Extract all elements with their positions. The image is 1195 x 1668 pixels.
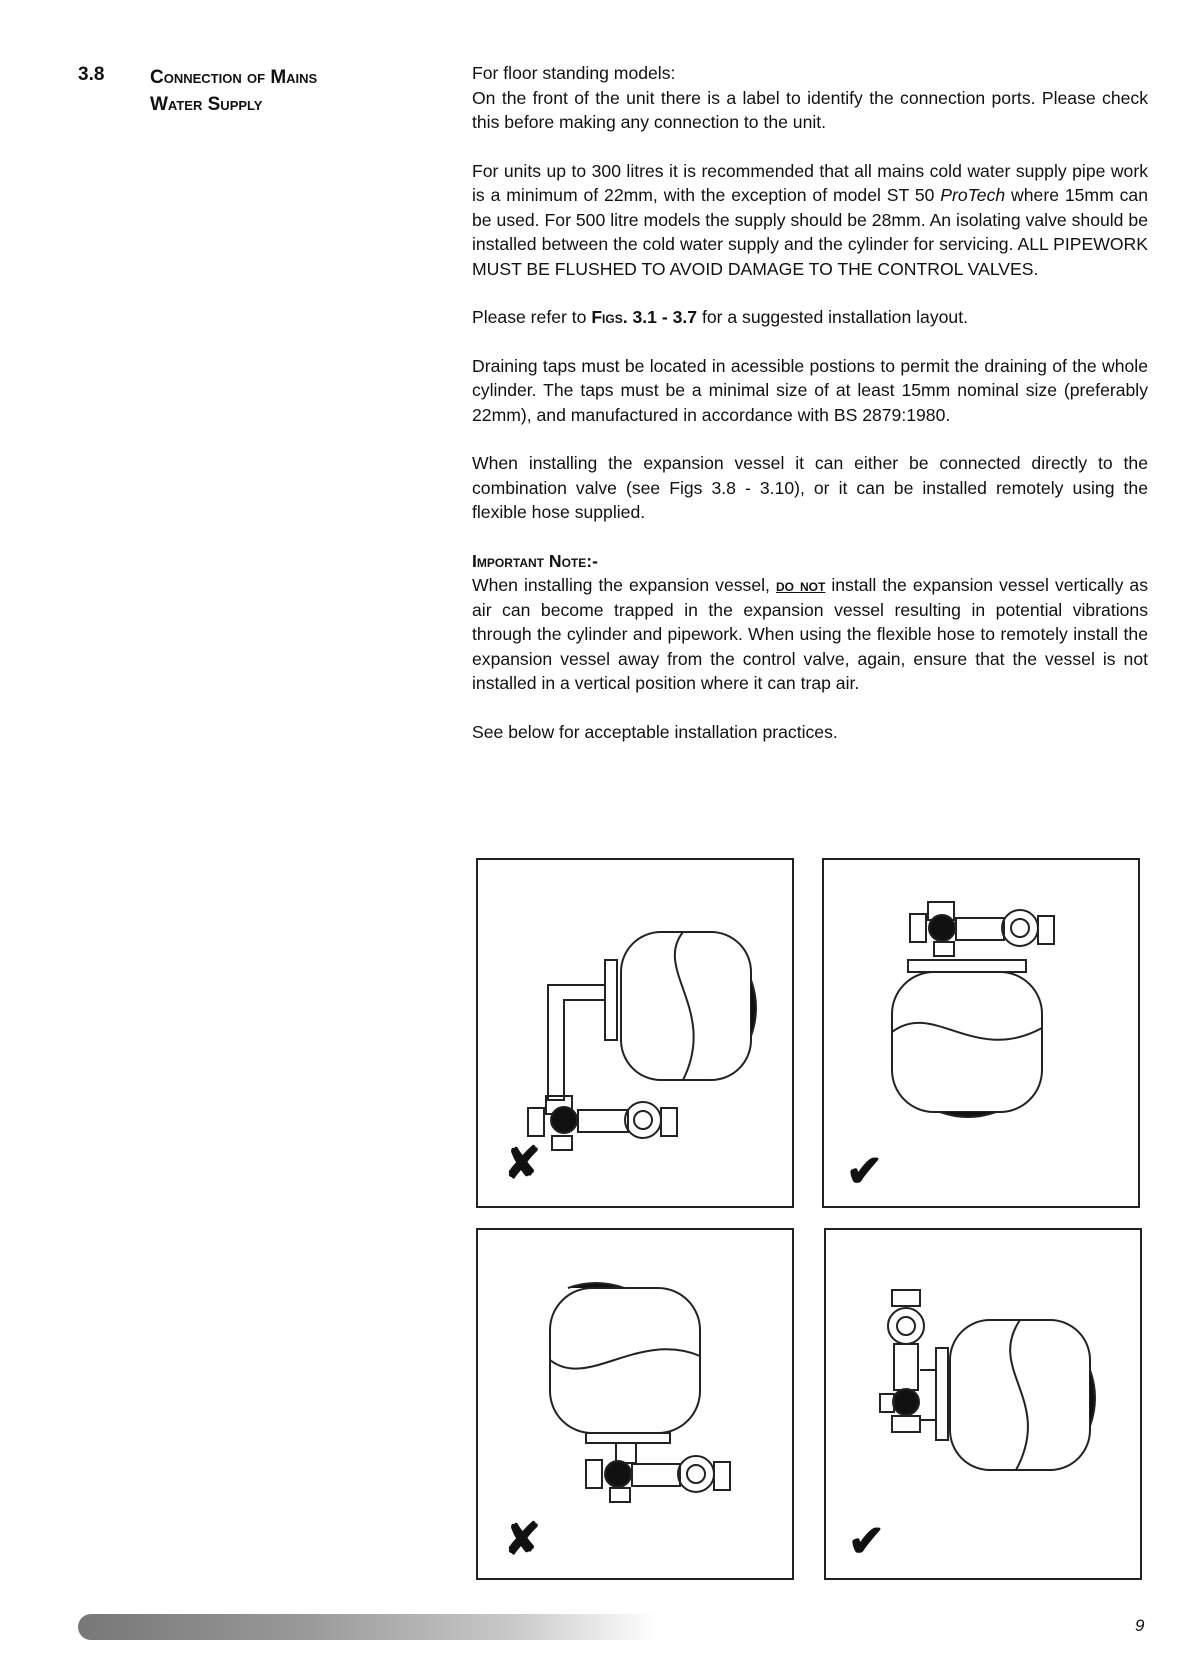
valve-port-right <box>714 1462 730 1490</box>
valve-housing <box>678 1456 714 1492</box>
valve-body <box>578 1110 628 1132</box>
correct-mark-icon: ✔ <box>848 1517 885 1566</box>
paragraph-see-below: See below for acceptable installation practices. <box>472 721 838 742</box>
p6-text-a: When installing the expansion vessel, <box>472 575 776 595</box>
vessel-flange <box>605 960 617 1040</box>
paragraph-draining-taps: Draining taps must be located in acessible postions to permit the draining of the whole cylinder. The taps must be a minimal size of at least 15mm nominal size (preferably 22mm), and manufactured in accordance with BS 2879:1980. <box>472 355 1148 425</box>
connector-pipe <box>920 1370 936 1420</box>
valve-port-right <box>661 1108 677 1136</box>
p3-text-b: for a suggested installation layout. <box>697 307 968 327</box>
valve-port-top <box>892 1290 920 1306</box>
valve-knob <box>605 1461 631 1487</box>
valve-inner <box>1011 919 1029 937</box>
paragraph-figs-reference <box>472 305 1148 330</box>
wrong-mark-icon: ✘ <box>504 1139 541 1188</box>
vessel-body <box>550 1288 700 1433</box>
footer-bar <box>78 1614 658 1640</box>
page-number: 9 <box>1135 1616 1145 1635</box>
important-heading: Important Note:- <box>472 550 598 571</box>
valve-housing <box>1002 910 1038 946</box>
valve-port-left <box>528 1108 544 1136</box>
valve-inner <box>634 1111 652 1129</box>
valve-nut-left <box>880 1394 894 1412</box>
valve-nut-bottom <box>934 942 954 956</box>
vessel-flange <box>586 1433 670 1443</box>
valve-inner <box>897 1317 915 1335</box>
vessel-flange <box>936 1348 948 1440</box>
paragraph-important-note <box>472 549 1148 696</box>
p6-text-b: install the expansion vessel vertically as air can become trapped in the expansion vessel resulting in potential vibrations through the cylinder and pipework. When using the flexible hose to remotely install the expansion vessel away from the control valve, again, ensure that the vessel is not installed in a vertical position where it can trap air. <box>472 575 1148 693</box>
elbow-pipe <box>548 985 605 1100</box>
p6-do-not: do not <box>775 575 826 595</box>
section-number: 3.8 <box>78 64 105 85</box>
p3-figs: Figs. 3.1 - 3.7 <box>591 307 698 327</box>
valve-knob <box>551 1107 577 1133</box>
wrong-mark-icon: ✘ <box>504 1515 541 1564</box>
p2-text-a: For units up to 300 litres it is recommended that all mains cold water supply pipe work is a minimum of 22mm, with the exception of model ST 50 <box>472 160 1148 205</box>
vessel-body <box>950 1320 1090 1470</box>
vessel-membrane <box>1010 1320 1028 1470</box>
valve-knob <box>893 1389 919 1415</box>
vessel-body <box>892 972 1042 1112</box>
p1-line1: For floor standing models: <box>472 63 676 83</box>
vessel-cap <box>940 1112 996 1117</box>
valve-body <box>956 918 1004 940</box>
valve-housing <box>625 1102 661 1138</box>
p2-text-b: where 15mm can be used. For 500 litre models the supply should be 28mm. An isolating valve should be installed between the cold water supply and the cylinder for servicing. ALL PIPEWORK MUST BE FLUSHED TO AVOID DAMAGE TO THE CONTROL VALVES. <box>472 185 1148 279</box>
vessel-cap <box>751 980 756 1036</box>
paragraph-floor-standing <box>472 61 1148 135</box>
p1-line2: On the front of the unit there is a label to identify the connection ports. Please check this before making any connection to the unit. <box>472 87 1148 132</box>
valve-port-left <box>910 914 926 942</box>
valve-housing <box>888 1308 924 1344</box>
section-title-line2: Water Supply <box>150 94 263 115</box>
valve-port-right <box>1038 916 1054 944</box>
vessel-cap <box>1090 1370 1095 1426</box>
valve-port-left <box>586 1460 602 1488</box>
valve-port-bottom <box>892 1416 920 1432</box>
vessel-membrane <box>675 932 694 1080</box>
p3-text-a: Please refer to <box>472 307 592 327</box>
valve-knob <box>929 915 955 941</box>
vessel-membrane <box>892 1023 1042 1040</box>
valve-body <box>894 1344 918 1390</box>
figure-panel-3 <box>476 1228 794 1580</box>
valve-nut-bottom <box>552 1136 572 1150</box>
paragraph-pipe-sizes <box>472 159 1148 282</box>
valve-nut-bottom <box>610 1488 630 1502</box>
vessel-membrane <box>550 1349 700 1368</box>
paragraph-expansion-vessel: When installing the expansion vessel it can either be connected directly to the combination valve (see Figs 3.8 - 3.10), or it can be installed remotely using the flexible hose supplied. <box>472 453 1148 522</box>
p2-protech: ProTech <box>940 185 1006 205</box>
section-title-line1: Connection of Mains <box>150 67 318 88</box>
figure-panel-2 <box>822 858 1140 1208</box>
figure-panel-1 <box>476 858 794 1208</box>
body-text <box>472 61 1148 768</box>
valve-body <box>632 1464 680 1486</box>
figure-panel-4 <box>824 1228 1142 1580</box>
vessel-body <box>621 932 751 1080</box>
vessel-flange <box>908 960 1026 972</box>
connector <box>616 1443 636 1463</box>
valve-inner <box>687 1465 705 1483</box>
section-title <box>150 64 317 118</box>
correct-mark-icon: ✔ <box>846 1147 883 1196</box>
